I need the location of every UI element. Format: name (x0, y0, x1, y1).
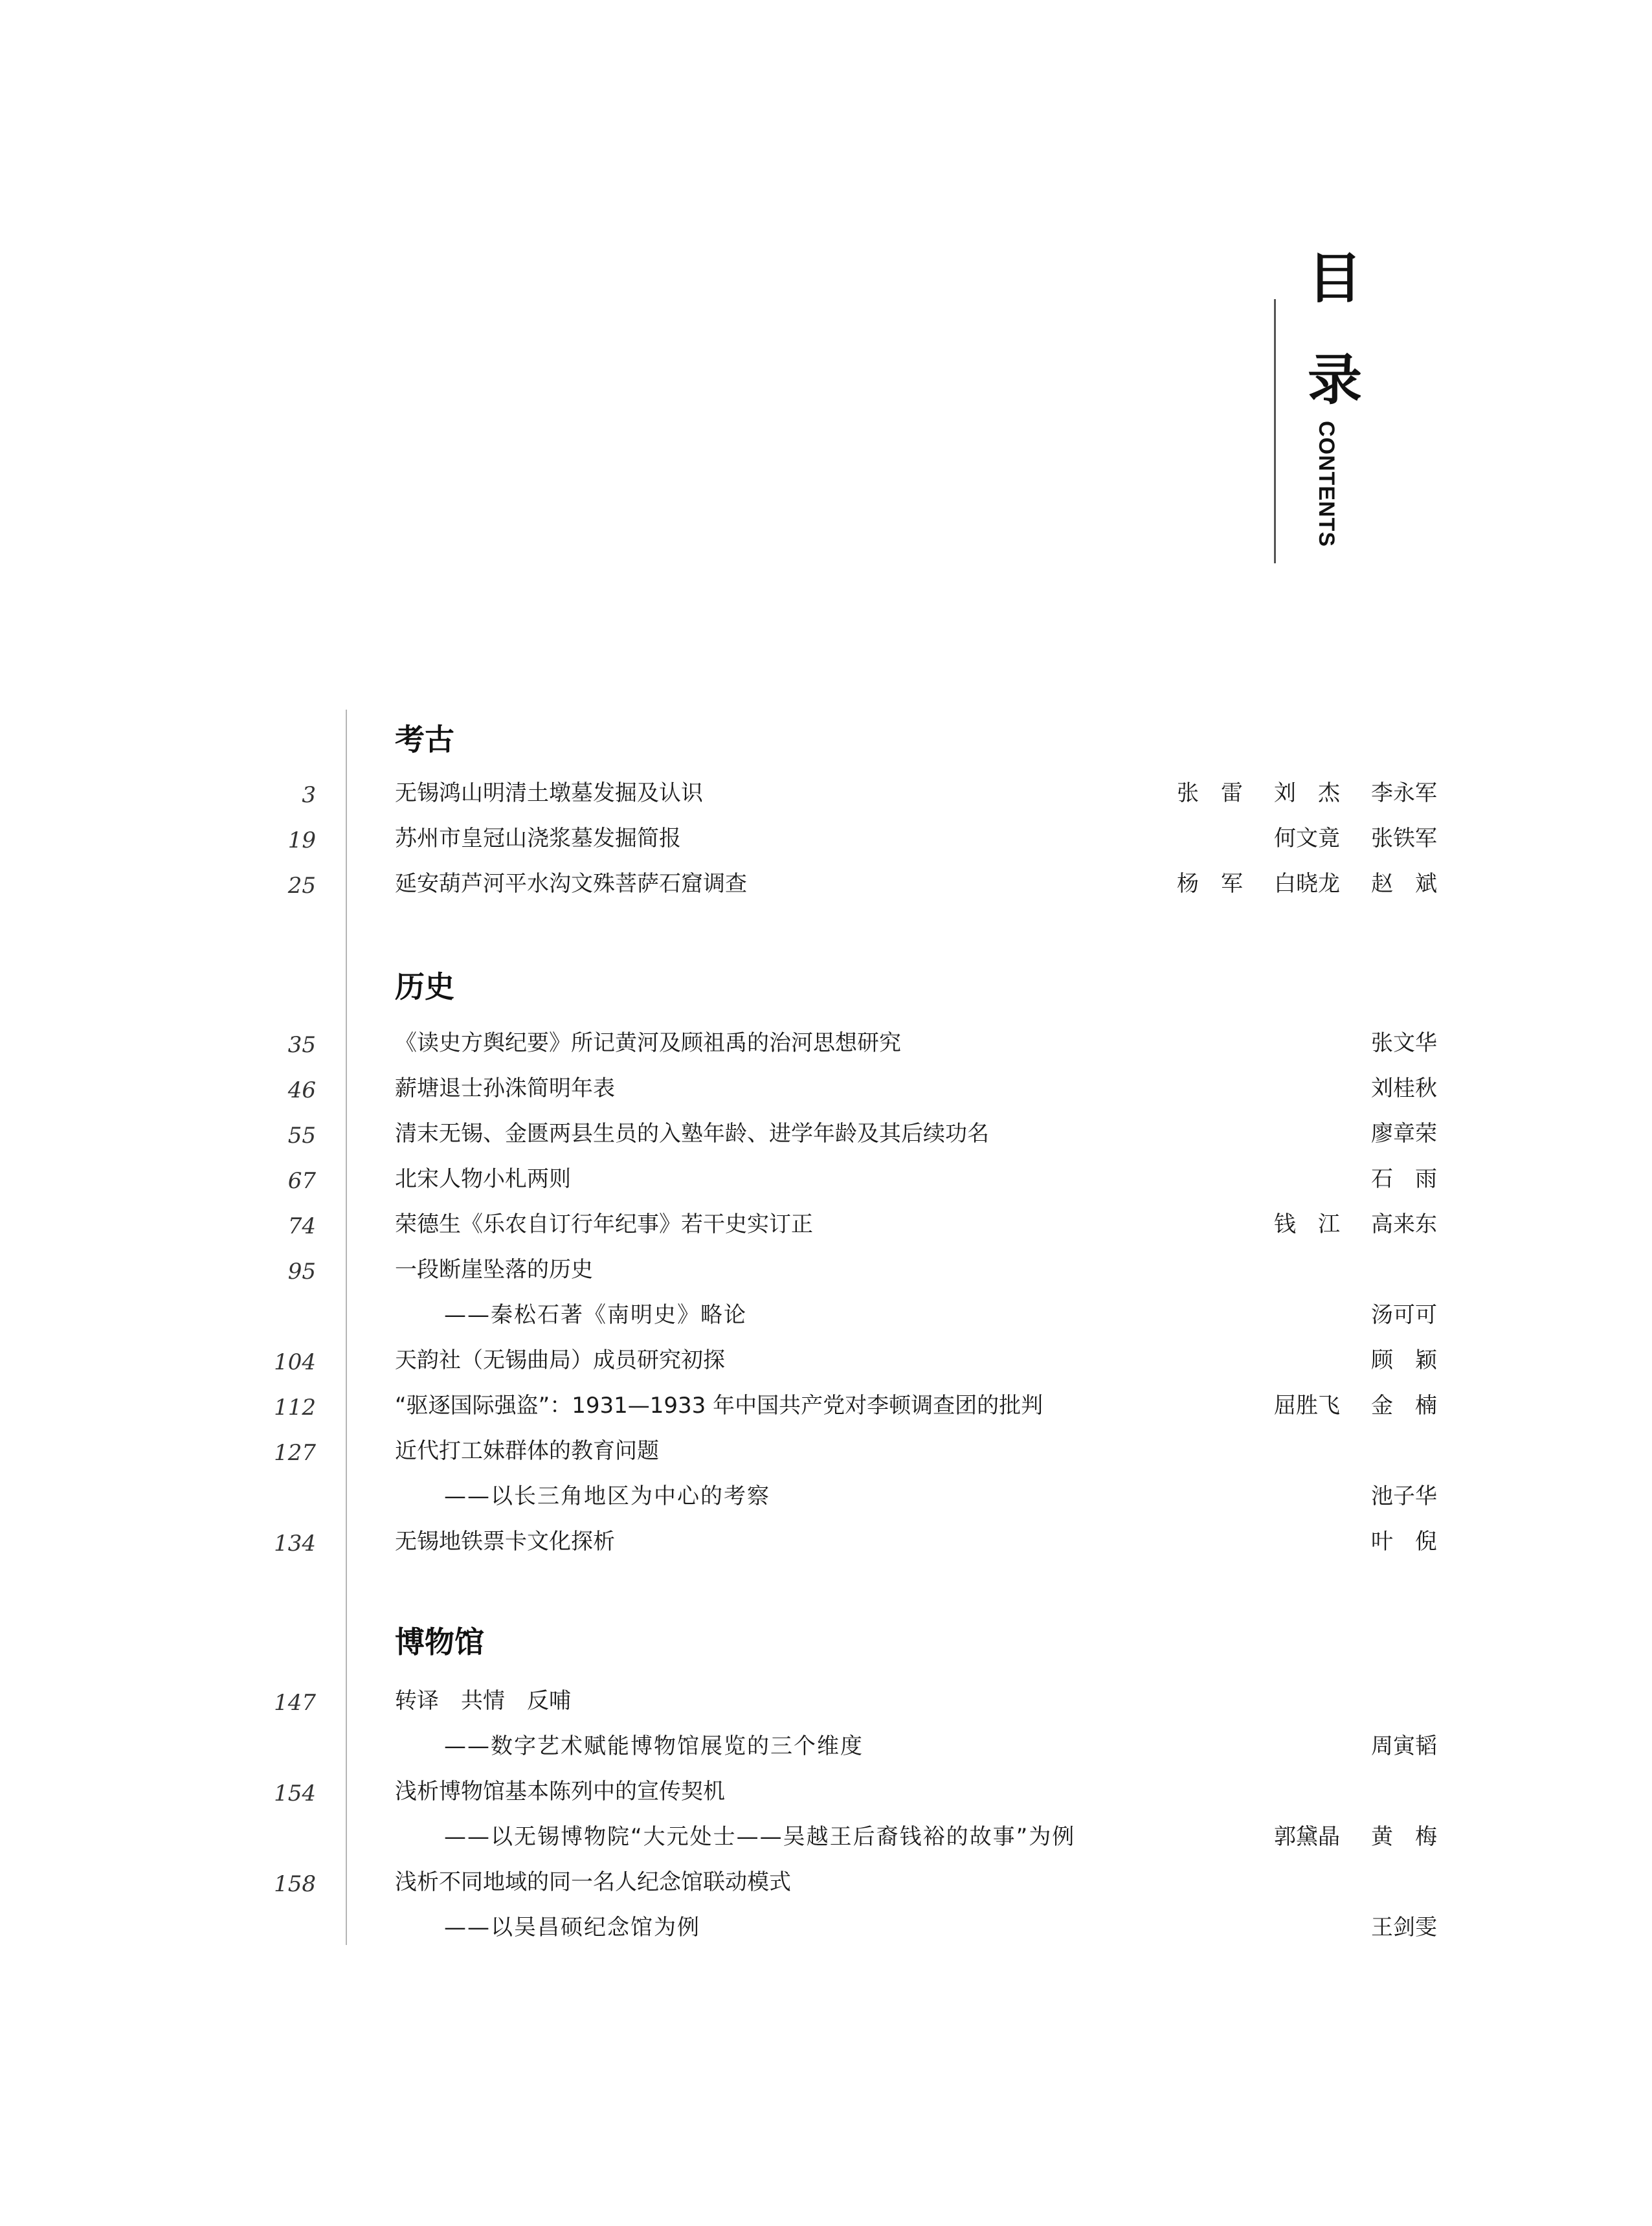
entry-authors (1274, 1209, 1437, 1239)
header-title-char-1: 目 (1308, 247, 1363, 310)
author: 王剑雯 (1371, 1915, 1437, 1940)
entry-title: 一段断崖坠落的历史 (395, 1257, 593, 1283)
author: 高来东 (1371, 1211, 1437, 1237)
author: 叶 倪 (1371, 1529, 1437, 1555)
toc-entry-subtitle[interactable] (0, 1481, 1652, 1520)
toc-entry-subtitle[interactable] (0, 1300, 1652, 1339)
author: 刘 杰 (1274, 780, 1340, 806)
author: 杨 军 (1177, 871, 1243, 897)
entry-title: 无锡鸿山明清土墩墓发掘及认识 (395, 780, 703, 806)
author: 白晓龙 (1274, 871, 1340, 897)
author: 郭黛晶 (1274, 1824, 1340, 1850)
entry-subtitle: ——以无锡博物院“大元处士——吴越王后裔钱裕的故事”为例 (444, 1824, 1076, 1850)
entry-title: 北宋人物小札两则 (395, 1166, 571, 1192)
entry-authors (1371, 1164, 1437, 1194)
entry-authors (1274, 1822, 1437, 1852)
entry-title: 《读史方舆纪要》所记黄河及顾祖禹的治河思想研究 (395, 1030, 901, 1056)
entry-title: 浅析博物馆基本陈列中的宣传契机 (395, 1779, 725, 1804)
author: 廖章荣 (1371, 1121, 1437, 1147)
entry-title: “驱逐国际强盗”：1931—1933 年中国共产党对李顿调查团的批判 (395, 1393, 1044, 1419)
author: 石 雨 (1371, 1166, 1437, 1192)
entry-authors (1274, 1391, 1437, 1421)
toc-entry[interactable] (0, 1686, 1652, 1725)
header-title-en: CONTENTS (1314, 421, 1339, 547)
page-number: 147 (274, 1690, 316, 1716)
entry-title: 近代打工妹群体的教育问题 (395, 1438, 659, 1464)
toc-entry[interactable] (0, 1209, 1652, 1248)
page-number: 74 (287, 1213, 316, 1239)
page-number: 95 (287, 1259, 316, 1285)
section-heading-museum: 博物馆 (395, 1625, 484, 1659)
toc-entry[interactable] (0, 1119, 1652, 1158)
page-number: 19 (287, 827, 316, 853)
entry-authors (1274, 824, 1437, 853)
section-heading-history: 历史 (395, 969, 454, 1004)
page-number: 134 (274, 1531, 316, 1557)
entry-title: 薪塘退士孙洙简明年表 (395, 1075, 615, 1101)
toc-entry-subtitle[interactable] (0, 1731, 1652, 1770)
entry-title: 延安葫芦河平水沟文殊菩萨石窟调查 (395, 871, 747, 897)
entry-authors (1371, 1527, 1437, 1557)
author: 汤可可 (1371, 1302, 1437, 1328)
entry-title: 天韵社（无锡曲局）成员研究初探 (395, 1347, 725, 1373)
page-number: 127 (274, 1440, 316, 1466)
author: 黄 梅 (1371, 1824, 1437, 1850)
page-number: 104 (274, 1349, 316, 1375)
page-number: 25 (287, 873, 316, 899)
toc-entry[interactable] (0, 1391, 1652, 1430)
author: 何文竟 (1274, 826, 1340, 851)
toc-entry-subtitle[interactable] (0, 1822, 1652, 1861)
entry-authors (1177, 778, 1437, 808)
page-number: 158 (274, 1871, 316, 1897)
toc-entry[interactable] (0, 869, 1652, 908)
entry-title: 浅析不同地域的同一名人纪念馆联动模式 (395, 1869, 791, 1895)
page-number: 112 (274, 1395, 316, 1421)
section-heading-archaeology: 考古 (395, 722, 454, 757)
entry-authors (1371, 1074, 1437, 1103)
toc-entry[interactable] (0, 1074, 1652, 1112)
author: 刘桂秋 (1371, 1075, 1437, 1101)
page-number: 46 (287, 1077, 316, 1103)
toc-entry[interactable] (0, 1255, 1652, 1294)
toc-entry[interactable] (0, 1867, 1652, 1906)
entry-subtitle: ——以长三角地区为中心的考察 (444, 1483, 770, 1509)
author: 屈胜飞 (1274, 1393, 1340, 1419)
entry-authors (1371, 1345, 1437, 1375)
toc-entry[interactable] (0, 1345, 1652, 1384)
entry-authors (1371, 1300, 1437, 1330)
toc-entry[interactable] (0, 1028, 1652, 1067)
entry-authors (1177, 869, 1437, 899)
toc-entry[interactable] (0, 1777, 1652, 1816)
author: 钱 江 (1274, 1211, 1340, 1237)
entry-authors (1371, 1731, 1437, 1761)
toc-entry[interactable] (0, 1164, 1652, 1203)
header-title-char-2: 录 (1308, 348, 1363, 412)
toc-entry[interactable] (0, 1527, 1652, 1566)
author: 赵 斌 (1371, 871, 1437, 897)
entry-authors (1371, 1119, 1437, 1149)
author: 李永军 (1371, 780, 1437, 806)
entry-title: 荣德生《乐农自订行年纪事》若干史实订正 (395, 1211, 813, 1237)
author: 池子华 (1371, 1483, 1437, 1509)
toc-entry[interactable] (0, 778, 1652, 817)
toc-entry[interactable] (0, 1436, 1652, 1475)
author: 顾 颖 (1371, 1347, 1437, 1373)
toc-entry[interactable] (0, 824, 1652, 862)
entry-subtitle: ——数字艺术赋能博物馆展览的三个维度 (444, 1733, 864, 1759)
entry-authors (1371, 1913, 1437, 1942)
author: 周寅韬 (1371, 1733, 1437, 1759)
page-number: 3 (302, 782, 316, 808)
entry-title: 清末无锡、金匮两县生员的入塾年龄、进学年龄及其后续功名 (395, 1121, 989, 1147)
page-number: 35 (287, 1032, 316, 1058)
header-divider (1274, 299, 1276, 563)
author: 张铁军 (1371, 826, 1437, 851)
entry-authors (1371, 1028, 1437, 1058)
author: 张 雷 (1177, 780, 1243, 806)
entry-title: 转译 共情 反哺 (395, 1688, 571, 1714)
author: 张文华 (1371, 1030, 1437, 1056)
page-number: 55 (287, 1123, 316, 1149)
toc-entry-subtitle[interactable] (0, 1913, 1652, 1951)
entry-authors (1371, 1481, 1437, 1511)
page-number: 154 (274, 1781, 316, 1806)
author: 金 楠 (1371, 1393, 1437, 1419)
page-number: 67 (287, 1168, 316, 1194)
entry-title: 苏州市皇冠山浇浆墓发掘简报 (395, 826, 681, 851)
entry-title: 无锡地铁票卡文化探析 (395, 1529, 615, 1555)
entry-subtitle: ——以吴昌硕纪念馆为例 (444, 1915, 700, 1940)
entry-subtitle: ——秦松石著《南明史》略论 (444, 1302, 747, 1328)
